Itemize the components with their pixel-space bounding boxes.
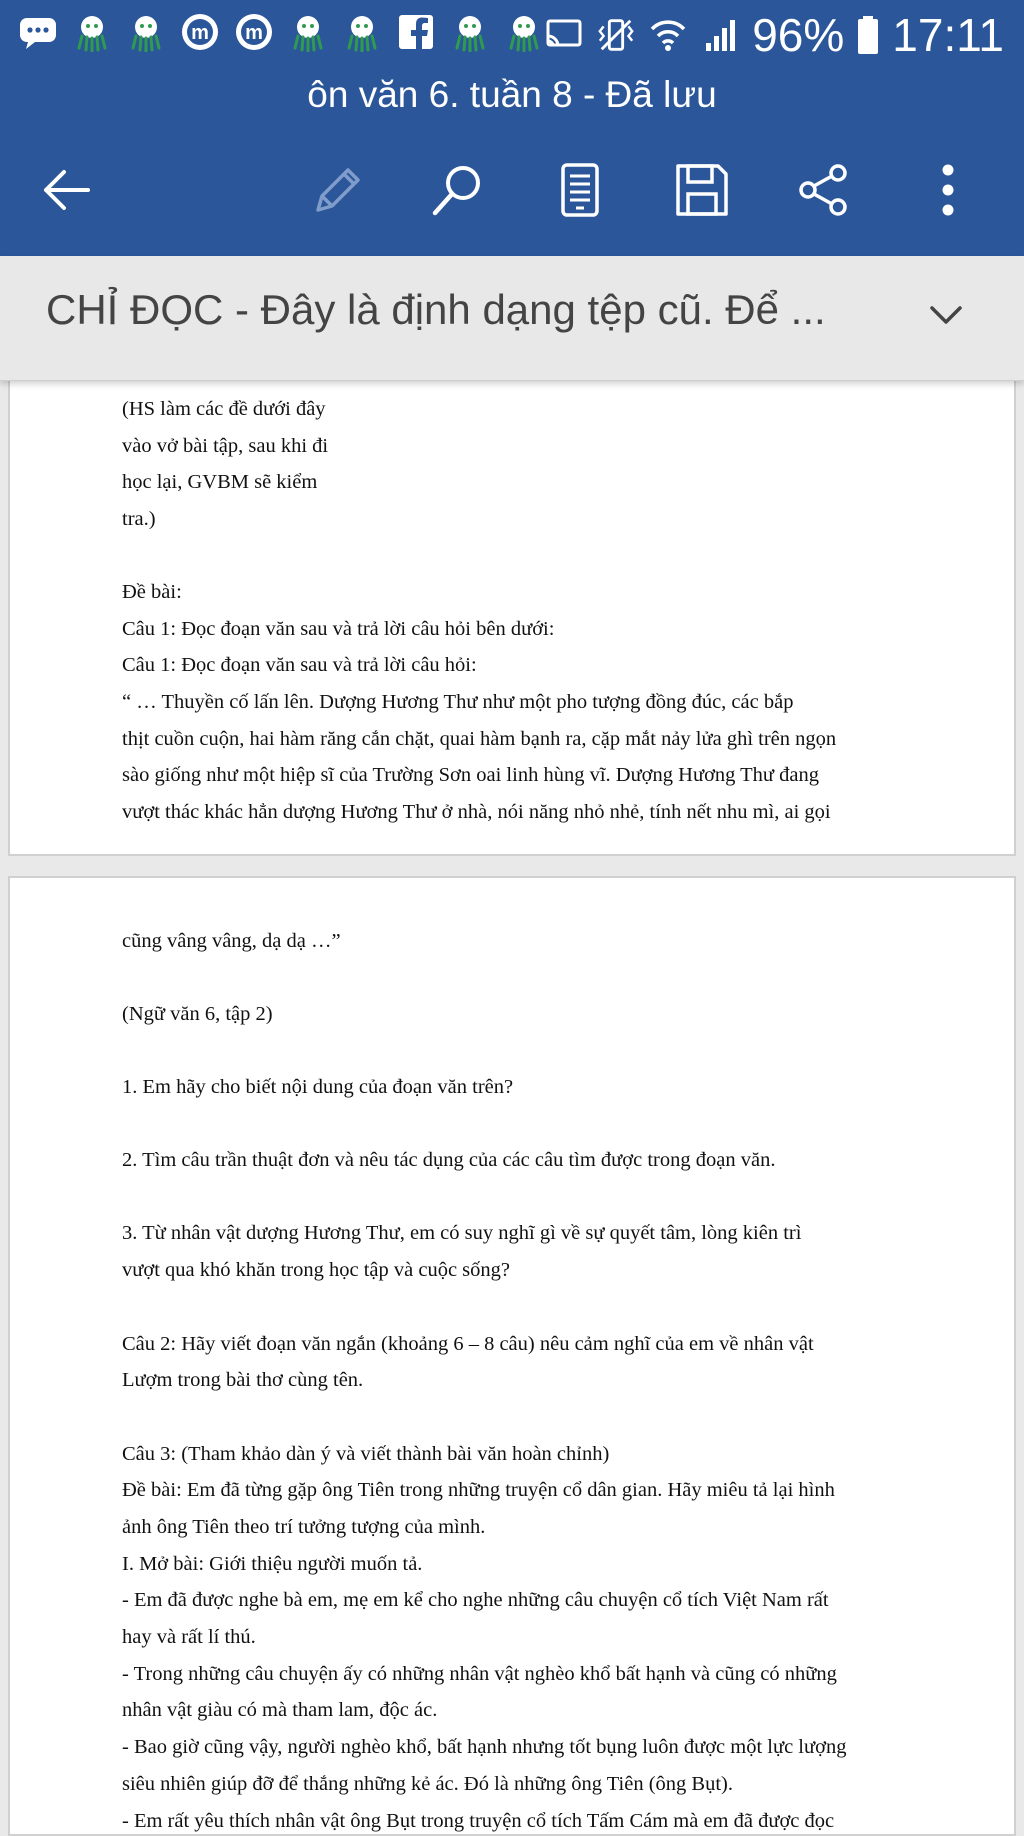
signal-icon [700,15,740,55]
text-line: Đề bài: [122,581,182,603]
cast-icon [544,15,584,55]
back-arrow-icon [38,162,94,223]
text-line: 2. Tìm câu trần thuật đơn và nêu tác dụng của các câu tìm được trong đoạn văn. [122,1149,776,1171]
octopus-icon [504,12,544,52]
text-line: Lượm trong bài thơ cùng tên. [122,1369,364,1391]
text-line: 3. Từ nhân vật dượng Hương Thư, em có suy nghĩ gì về sự quyết tâm, lòng kiên trì [122,1222,802,1244]
text-line: vượt qua khó khăn trong học tập và cuộc sống? [122,1259,511,1281]
system-status [544,8,1004,62]
text-line: Câu 3: (Tham khảo dàn ý và viết thành bài văn hoàn chỉnh) [122,1443,610,1465]
edit-pencil-icon [308,162,364,223]
text-line: vào vở bài tập, sau khi đi [122,435,329,457]
text-line: thịt cuồn cuộn, hai hàm răng cắn chặt, quai hàm bạnh ra, cặp mắt nảy lửa ghì trên ngọn [122,728,837,750]
read-only-banner[interactable] [0,256,1024,381]
text-line: học lại, GVBM sẽ kiểm [122,471,318,493]
text-line: - Trong những câu chuyện ấy có những nhân vật nghèo khổ bất hạnh và cũng có những [122,1663,837,1685]
text-line: - Em rất yêu thích nhân vật ông Bụt trong truyện cổ tích Tấm Cám mà em đã được đọc [122,1810,835,1832]
m-icon [234,12,274,52]
octopus-icon [288,12,328,52]
reading-view-icon [555,162,605,223]
text-line: Câu 1: Đọc đoạn văn sau và trả lời câu hỏi bên dưới: [122,618,555,640]
text-line: Câu 2: Hãy viết đoạn văn ngắn (khoảng 6 – 8 câu) nêu cảm nghĩ của em về nhân vật [122,1333,814,1355]
text-line: nhân vật giàu có mà tham lam, độc ác. [122,1699,438,1721]
text-line: ảnh ông Tiên theo trí tưởng tượng của mình. [122,1516,486,1538]
notification-icons [18,12,544,52]
read-only-banner-text: CHỈ ĐỌC - Đây là định dạng tệp cũ. Để ... [46,286,826,333]
save-icon [674,162,730,223]
search-icon [429,161,487,224]
expand-banner-button[interactable] [926,296,966,336]
back-button[interactable] [34,160,98,224]
text-line: siêu nhiên giúp đỡ để thắng những kẻ ác. Đó là những ông Tiên (ông Bụt). [122,1773,733,1795]
text-line: (Ngữ văn 6, tập 2) [122,1003,273,1025]
battery-icon [856,15,880,55]
save-button[interactable] [670,160,734,224]
more-options-button[interactable] [916,160,980,224]
text-line: hay và rất lí thú. [122,1626,256,1648]
more-vertical-icon [938,162,958,223]
status-bar [0,0,1024,66]
document-page-1 [8,378,1016,856]
edit-button[interactable] [304,160,368,224]
document-page-2 [8,876,1016,1836]
document-title: ôn văn 6. tuần 8 - Đã lưu [307,74,717,115]
octopus-icon [72,12,112,52]
app-bar [0,0,1024,256]
text-line: 1. Em hãy cho biết nội dung của đoạn văn trên? [122,1076,514,1098]
m-icon [180,12,220,52]
reading-view-button[interactable] [548,160,612,224]
message-icon [18,12,58,52]
text-line: I. Mở bài: Giới thiệu người muốn tả. [122,1553,423,1575]
clock: 17:11 [892,9,1004,61]
text-line: Đề bài: Em đã từng gặp ông Tiên trong những truyện cổ dân gian. Hãy miêu tả lại hình [122,1479,835,1501]
text-line: tra.) [122,508,156,530]
wifi-icon [648,15,688,55]
search-button[interactable] [426,160,490,224]
share-icon [796,162,852,223]
text-line: “ … Thuyền cố lấn lên. Dượng Hương Thư như một pho tượng đồng đúc, các bắp [122,691,794,713]
octopus-icon [450,12,490,52]
battery-percent: 96% [752,9,845,61]
vibrate-icon [596,15,636,55]
facebook-icon [396,12,436,52]
octopus-icon [126,12,166,52]
text-line: sào giống như một hiệp sĩ của Trường Sơn oai linh hùng vĩ. Dượng Hương Thư đang [122,764,820,786]
toolbar [0,150,1024,230]
share-button[interactable] [792,160,856,224]
text-line: Câu 1: Đọc đoạn văn sau và trả lời câu hỏi: [122,654,477,676]
text-line: cũng vâng vâng, dạ dạ …” [122,930,341,952]
chevron-down-icon [926,323,966,340]
text-line: - Em đã được nghe bà em, mẹ em kể cho nghe những câu chuyện cổ tích Việt Nam rất [122,1589,829,1611]
text-line: - Bao giờ cũng vậy, người nghèo khổ, bất hạnh nhưng tốt bụng luôn được một lực lượng [122,1736,847,1758]
svg-text:m: m [191,22,209,44]
text-line: vượt thác khác hẳn dượng Hương Thư ở nhà, nói năng nhỏ nhẻ, tính nết nhu mì, ai gọi [122,801,831,823]
octopus-icon [342,12,382,52]
svg-text:m: m [245,22,263,44]
text-line: (HS làm các đề dưới đây [122,398,326,420]
